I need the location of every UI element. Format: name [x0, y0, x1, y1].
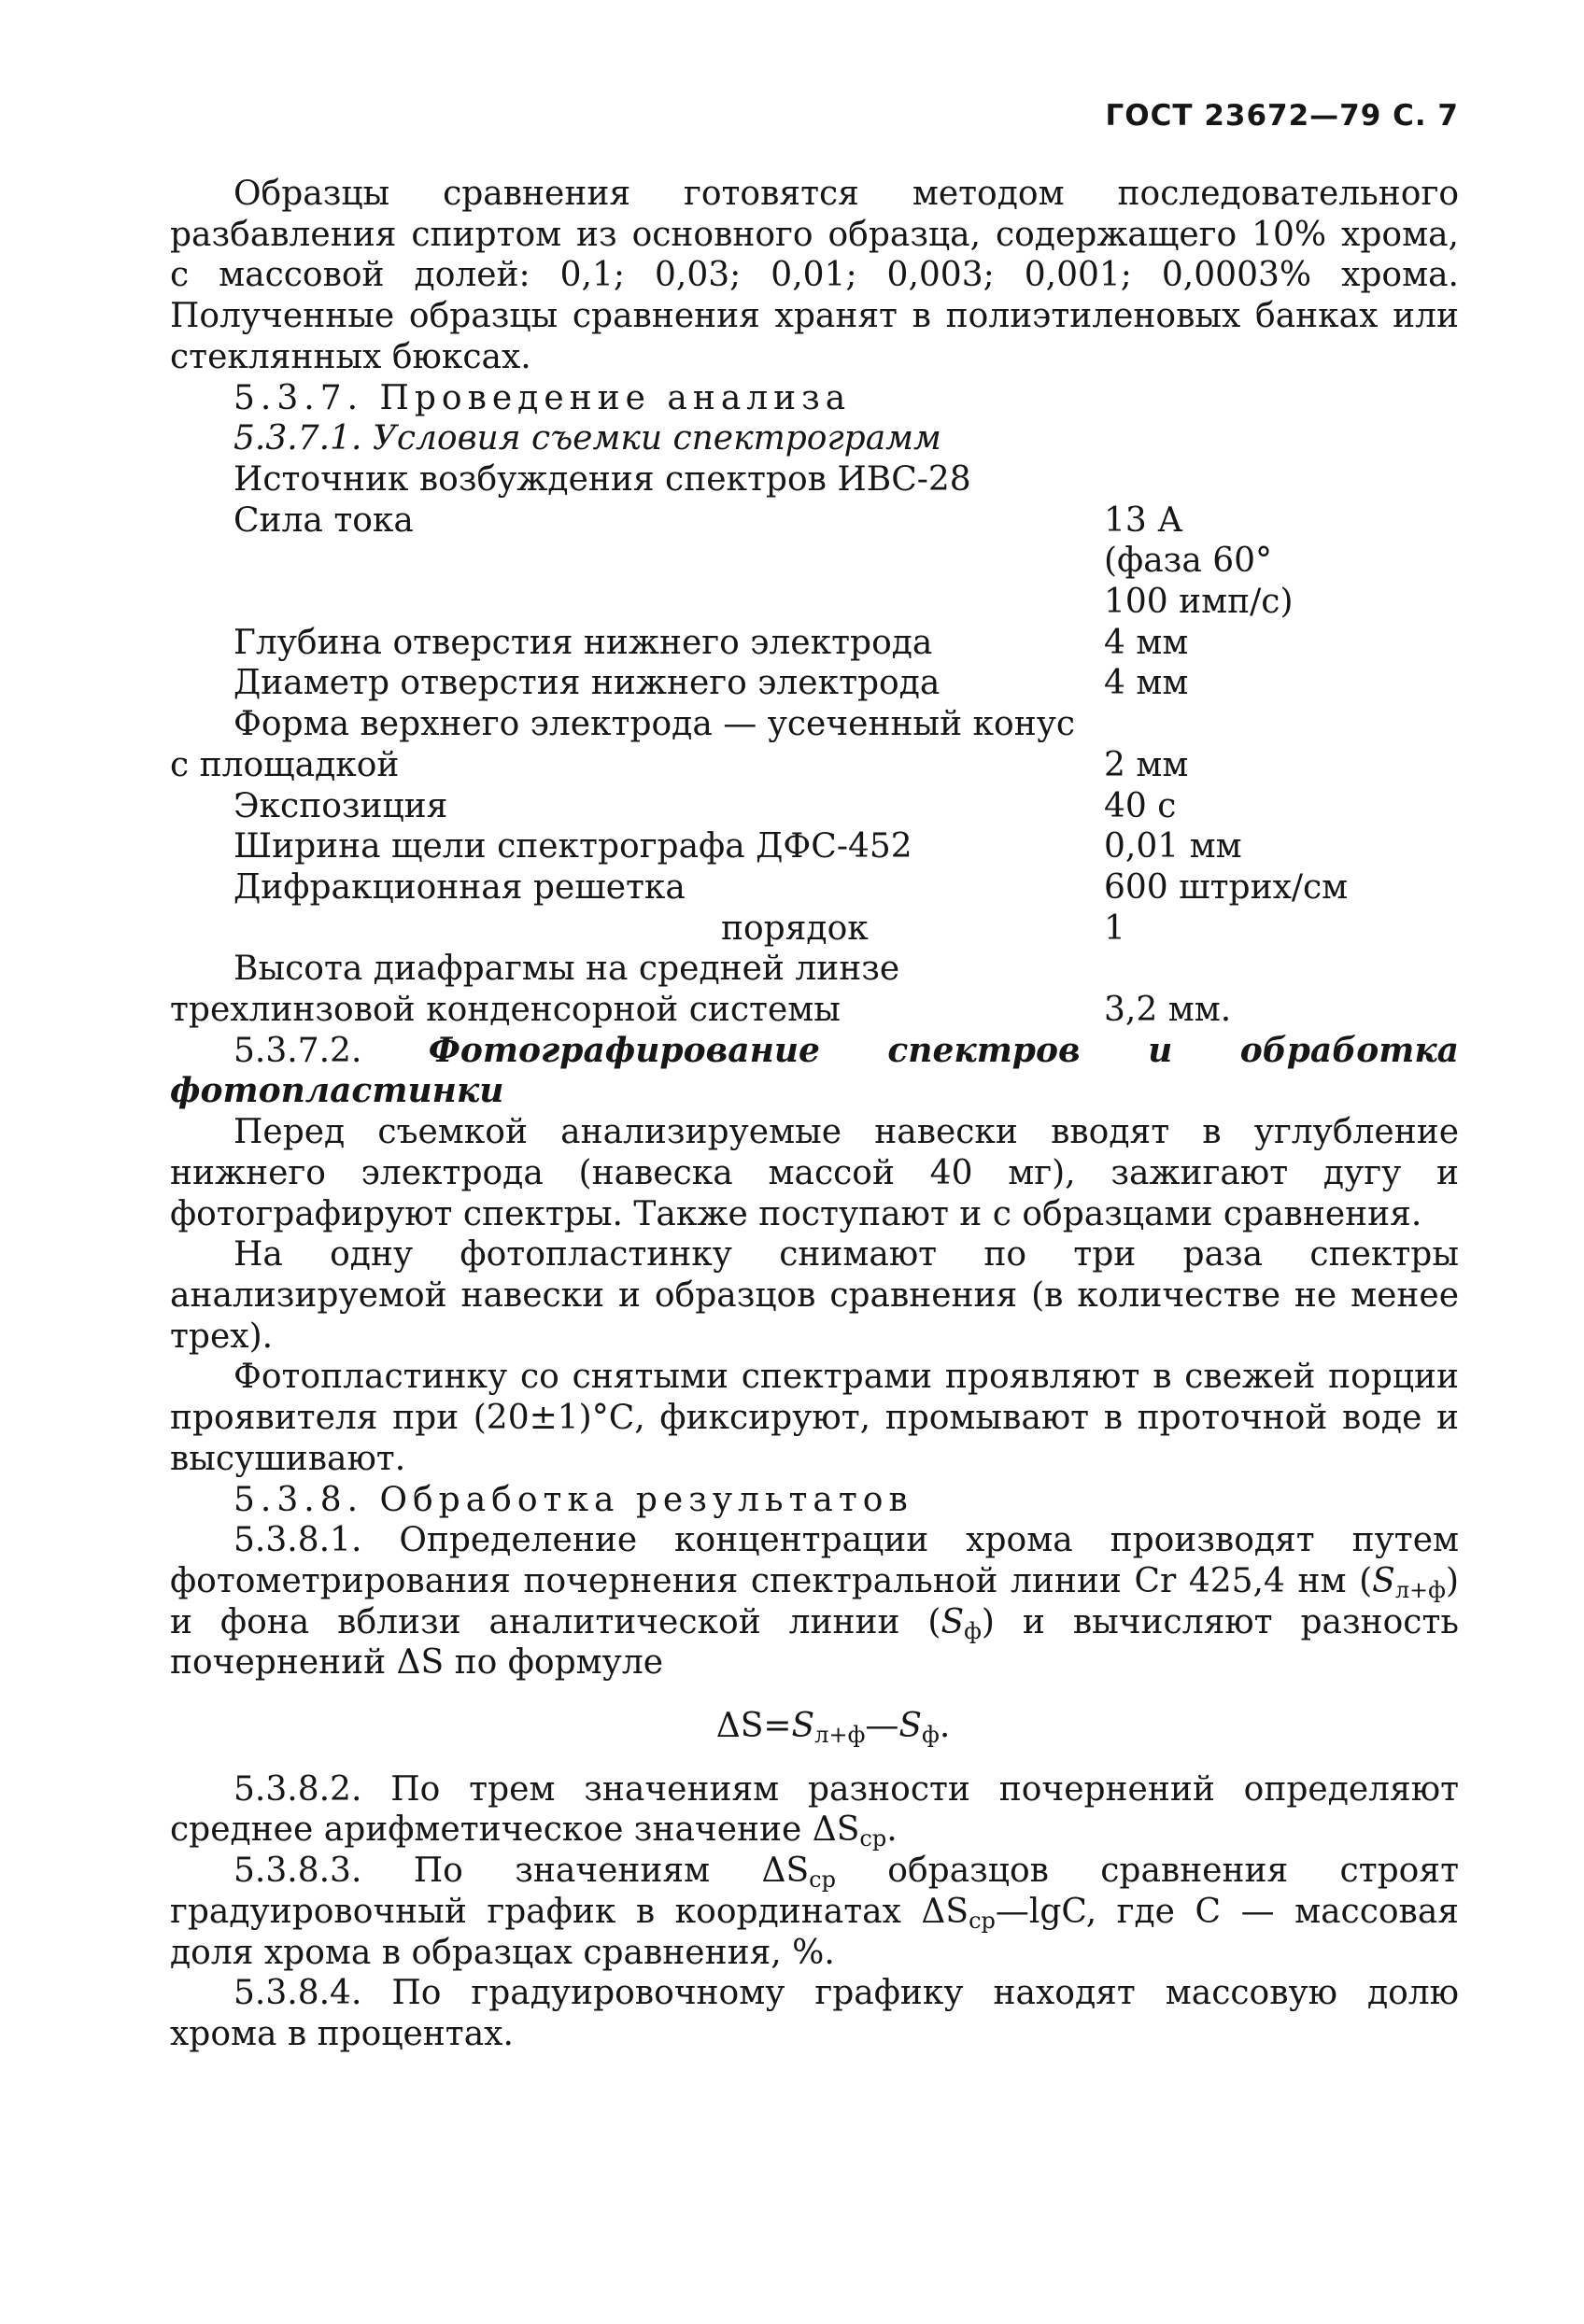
param-row [170, 949, 1459, 990]
formula-part: ΔS= [715, 1707, 792, 1746]
symbol-s: S [791, 1707, 815, 1746]
param-label: с площадкой [170, 745, 400, 784]
param-row [170, 541, 1459, 582]
param-label: Диаметр отверстия нижнего электрода [233, 664, 940, 703]
param-label: Ширина щели спектрографа ДФС-452 [233, 827, 912, 866]
paragraph-5-3-8-1 [170, 1520, 1459, 1683]
symbol-s: S [1372, 1561, 1395, 1600]
intro-paragraph: Образцы сравнения готовятся методом последовательного разбавления спиртом из основного образца, содержащего 10% хрома, с массовой долей: 0,1; 0,03; 0,01; 0,003; 0,001; 0,0003% хрома. Полученные образцы сравнения хранят в полиэтиленовых банках или стеклянных бюксах. [170, 175, 1459, 376]
formula [170, 1706, 1459, 1747]
subscript: л+ф [1394, 1576, 1446, 1603]
param-label: Дифракционная решетка [233, 867, 686, 907]
param-value: 0,01 мм [1104, 827, 1242, 866]
photo-paragraph-2: На одну фотопластинку снимают по три раза спектры анализируемой навески и образцов сравнения (в количестве не менее трех). [170, 1235, 1459, 1356]
param-value: 1 [1104, 908, 1125, 948]
param-row [170, 663, 1459, 704]
subscript: ф [964, 1617, 982, 1644]
param-row [170, 908, 1459, 950]
page-header: ГОСТ 23672—79 С. 7 [1105, 99, 1459, 133]
param-value: 4 мм [1104, 664, 1189, 703]
subscript: л+ф [814, 1722, 866, 1749]
text-run: 5.3.8.2. По трем значениям разности почернений определяют среднее арифметическое значение ΔS [170, 1769, 1459, 1850]
text-run: образцов сравнения строят градуировочный график в координатах ΔS [170, 1852, 1459, 1931]
param-row [170, 582, 1459, 623]
param-label: Экспозиция [233, 786, 448, 825]
paragraph-5-3-8-3 [170, 1851, 1459, 1973]
text-run: ) и фона вблизи аналитической линии ( [170, 1561, 1459, 1641]
param-value: 100 имп/с) [1104, 583, 1294, 622]
param-label: Сила тока [233, 500, 414, 540]
section-number: 5.3.7.2. [233, 1031, 362, 1070]
param-value: 40 с [1104, 786, 1177, 825]
section-title: Фотографирование спектров и обработка фотопластинки [170, 1030, 1460, 1111]
param-value: 3,2 мм. [1104, 991, 1232, 1030]
text-run: 5.3.8.1. Определение концентрации хрома производят путем фотометрирования почернения спектральной линии Cr 425,4 нм ( [170, 1521, 1459, 1600]
document-body [170, 174, 1459, 2055]
text-run: —lgC, где C — массовая доля хрома в образцах сравнения, %. [170, 1892, 1459, 1972]
param-row [170, 826, 1459, 867]
param-row [170, 867, 1459, 908]
section-5-3-7-2-heading [170, 1031, 1459, 1112]
section-5-3-7-heading: 5.3.7. Проведение анализа [233, 378, 852, 417]
param-row-electrode-form [170, 704, 1459, 745]
param-value: 600 штрих/см [1104, 867, 1349, 907]
param-label: Глубина отверстия нижнего электрода [233, 623, 933, 662]
paragraph-5-3-8-2 [170, 1769, 1459, 1851]
section-5-3-7-1-heading: 5.3.7.1. Условия съемки спектрограмм [233, 419, 941, 458]
param-label: порядок [721, 908, 869, 948]
symbol-s: S [898, 1707, 923, 1746]
param-row [170, 786, 1459, 827]
param-value: 4 мм [1104, 623, 1189, 662]
subscript: ср [859, 1825, 887, 1852]
text-run: ) и вычисляют разность почернений ΔS по формуле [170, 1602, 1459, 1683]
param-row [170, 990, 1459, 1031]
param-label: трехлинзовой конденсорной системы [170, 991, 841, 1030]
formula-part: . [939, 1707, 951, 1746]
subscript: ср [809, 1866, 836, 1894]
param-row [170, 745, 1459, 786]
param-value: (фаза 60° [1104, 542, 1273, 581]
photo-paragraph-1: Перед съемкой анализируемые навески вводят в углубление нижнего электрода (навеска массой 40 мг), зажигают дугу и фотографируют спектры. Также поступают и с образцами сравнения. [170, 1113, 1459, 1233]
param-value: 2 мм [1104, 745, 1189, 784]
parameters-table [170, 500, 1459, 1031]
text-run: . [886, 1810, 898, 1850]
text-run: 5.3.8.3. По значениям ΔS [233, 1852, 810, 1891]
param-value: 13 А [1104, 500, 1183, 540]
photo-paragraph-3: Фотопластинку со снятыми спектрами проявляют в свежей порции проявителя при (20±1)°С, фиксируют, промывают в проточной воде и высушивают. [170, 1358, 1459, 1478]
symbol-s: S [940, 1602, 965, 1641]
formula-part: — [865, 1707, 899, 1746]
param-label: Форма верхнего электрода — усеченный конус [233, 705, 1076, 744]
param-row [170, 500, 1459, 542]
param-label: Высота диафрагмы на средней линзе [233, 950, 900, 989]
subscript: ф [922, 1722, 940, 1749]
subscript: ср [969, 1907, 996, 1934]
source-line: Источник возбуждения спектров ИВС-28 [233, 459, 971, 499]
param-row [170, 623, 1459, 664]
section-5-3-8-heading: 5.3.8. Обработка результатов [233, 1480, 913, 1519]
paragraph-5-3-8-4: 5.3.8.4. По градуировочному графику находят массовую долю хрома в процентах. [170, 1974, 1459, 2053]
